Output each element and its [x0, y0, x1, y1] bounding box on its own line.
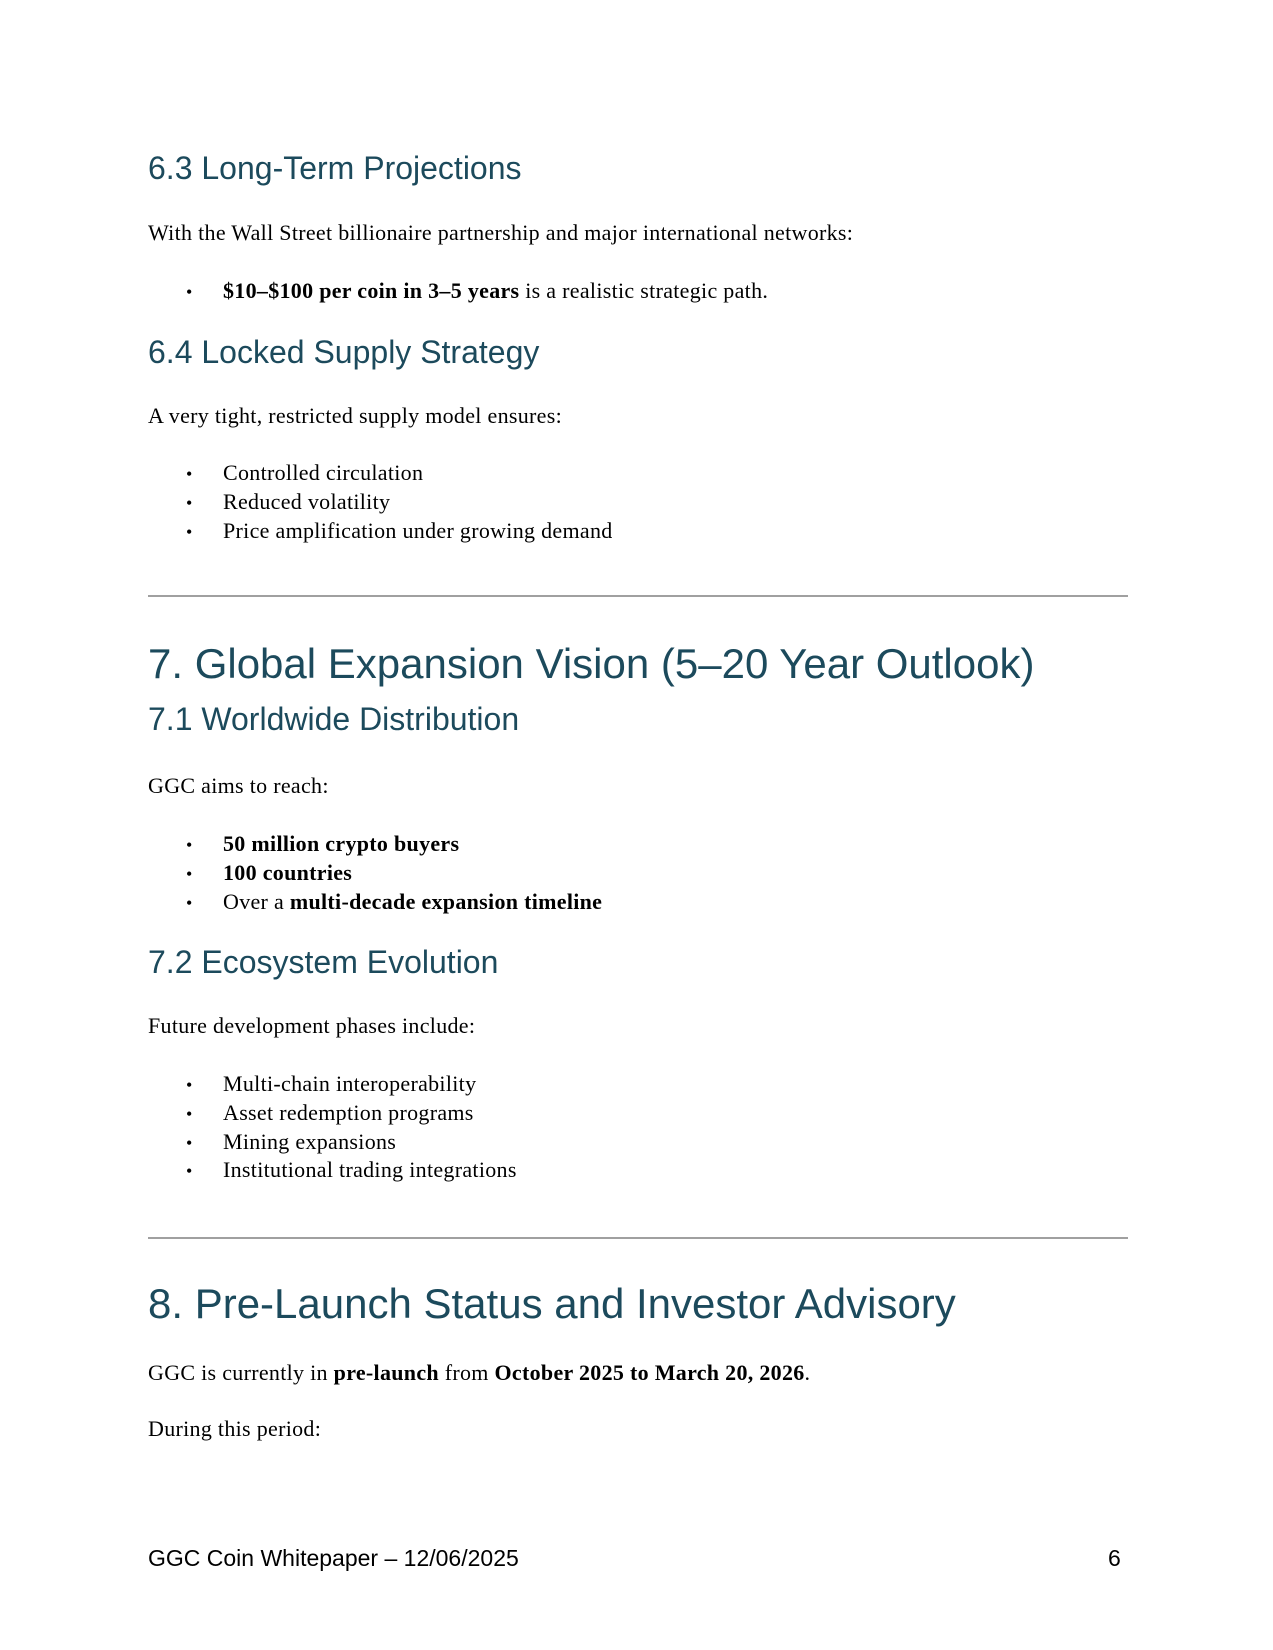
status-text: GGC is currently in — [148, 1360, 334, 1385]
section-heading-7-2: 7.2 Ecosystem Evolution — [148, 944, 499, 980]
status-text: from — [438, 1360, 495, 1385]
status-bold-prelaunch: pre-launch — [333, 1360, 439, 1385]
bullet-icon: • — [186, 1075, 193, 1095]
paragraph-7-1-intro: GGC aims to reach: — [148, 773, 329, 798]
list-item-text: Asset redemption programs — [223, 1100, 474, 1125]
section-divider — [148, 1237, 1128, 1239]
paragraph-8-period: During this period: — [148, 1416, 322, 1441]
list-item — [186, 833, 459, 855]
paragraph-6-4-intro: A very tight, restricted supply model ensures: — [148, 403, 562, 428]
section-heading-7: 7. Global Expansion Vision (5–20 Year Outlook) — [148, 640, 1035, 687]
list-item — [186, 280, 768, 302]
status-bold-dates: October 2025 to March 20, 2026 — [494, 1360, 805, 1385]
list-item-text: Reduced volatility — [223, 489, 391, 514]
list-item-bold: 50 million crypto buyers — [223, 831, 460, 856]
bullet-icon: • — [186, 282, 193, 302]
list-item-text: Over a — [223, 889, 290, 914]
list-item — [186, 1131, 396, 1153]
list-item-text: Controlled circulation — [223, 460, 424, 485]
section-heading-7-1: 7.1 Worldwide Distribution — [148, 701, 520, 737]
section-heading-6-4: 6.4 Locked Supply Strategy — [148, 334, 540, 370]
list-item-text: is a realistic strategic path. — [519, 278, 769, 303]
list-item-text: Institutional trading integrations — [223, 1157, 517, 1182]
list-item — [186, 1102, 474, 1124]
bullet-icon: • — [186, 835, 193, 855]
list-item-text: Price amplification under growing demand — [223, 518, 613, 543]
list-item-bold: $10–$100 per coin in 3–5 years — [223, 278, 520, 303]
bullet-icon: • — [186, 1104, 193, 1124]
bullet-icon: • — [186, 1161, 193, 1181]
paragraph-7-2-intro: Future development phases include: — [148, 1013, 476, 1038]
list-item-bold: 100 countries — [223, 860, 353, 885]
list-item — [186, 491, 390, 513]
section-divider — [148, 595, 1128, 597]
list-item — [186, 1073, 476, 1095]
section-heading-8: 8. Pre-Launch Status and Investor Advisory — [148, 1280, 956, 1327]
list-item — [186, 520, 613, 542]
list-item — [186, 1159, 517, 1181]
status-text: . — [804, 1360, 811, 1385]
bullet-icon: • — [186, 864, 193, 884]
list-item-text: Multi-chain interoperability — [223, 1071, 477, 1096]
list-item-bold: multi-decade expansion timeline — [289, 889, 603, 914]
bullet-icon: • — [186, 522, 193, 542]
list-item — [186, 891, 602, 913]
footer-title: GGC Coin Whitepaper – 12/06/2025 — [148, 1545, 519, 1571]
section-heading-6-3: 6.3 Long-Term Projections — [148, 150, 522, 186]
bullet-icon: • — [186, 1133, 193, 1153]
list-item-text: Mining expansions — [223, 1129, 397, 1154]
bullet-icon: • — [186, 893, 193, 913]
paragraph-8-status — [148, 1362, 810, 1384]
list-item — [186, 862, 352, 884]
list-item — [186, 462, 423, 484]
paragraph-6-3-intro: With the Wall Street billionaire partnership and major international networks: — [148, 220, 854, 245]
bullet-icon: • — [186, 493, 193, 513]
bullet-icon: • — [186, 464, 193, 484]
page-number: 6 — [1108, 1545, 1121, 1571]
